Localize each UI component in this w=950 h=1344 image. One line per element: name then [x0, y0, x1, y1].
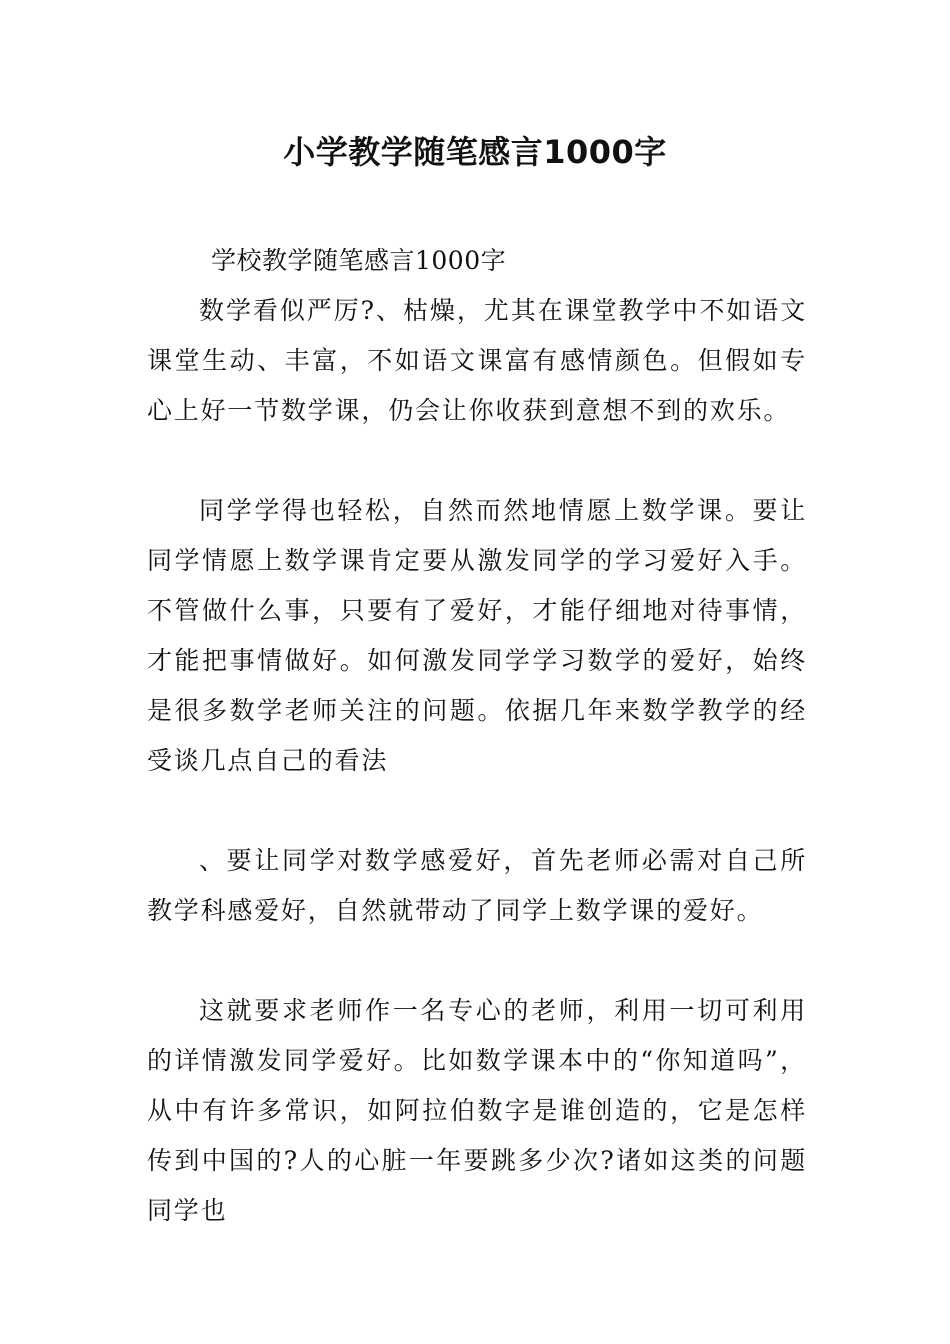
- document-body: [147, 236, 807, 1236]
- document-title: 小学教学随笔感言1000字: [283, 133, 667, 171]
- paragraph-gap: [147, 436, 807, 486]
- paragraph: 同学学得也轻松，自然而然地情愿上数学课。要让同学情愿上数学课肯定要从激发同学的学习爱好入手。不管做什么事，只要有了爱好，才能仔细地对待事情，才能把事情做好。如何激发同学学习数学的爱好，始终是很多数学老师关注的问题。依据几年来数学教学的经受谈几点自己的看法: [147, 496, 807, 775]
- paragraph-gap: [147, 786, 807, 836]
- paragraph: 这就要求老师作一名专心的老师，利用一切可利用的详情激发同学爱好。比如数学课本中的“你知道吗”，从中有许多常识，如阿拉伯数字是谁创造的，它是怎样传到中国的?人的心脏一年要跳多少次?诸如这类的问题同学也: [147, 996, 807, 1225]
- document-subtitle: 学校教学随笔感言1000字: [211, 246, 507, 275]
- paragraph: 、要让同学对数学感爱好，首先老师必需对自己所教学科感爱好，自然就带动了同学上数学课的爱好。: [147, 846, 807, 925]
- paragraph: 数学看似严厉?、枯燥，尤其在课堂教学中不如语文课堂生动、丰富，不如语文课富有感情颜色。但假如专心上好一节数学课，仍会让你收获到意想不到的欢乐。: [147, 296, 807, 425]
- paragraph-gap: [147, 936, 807, 986]
